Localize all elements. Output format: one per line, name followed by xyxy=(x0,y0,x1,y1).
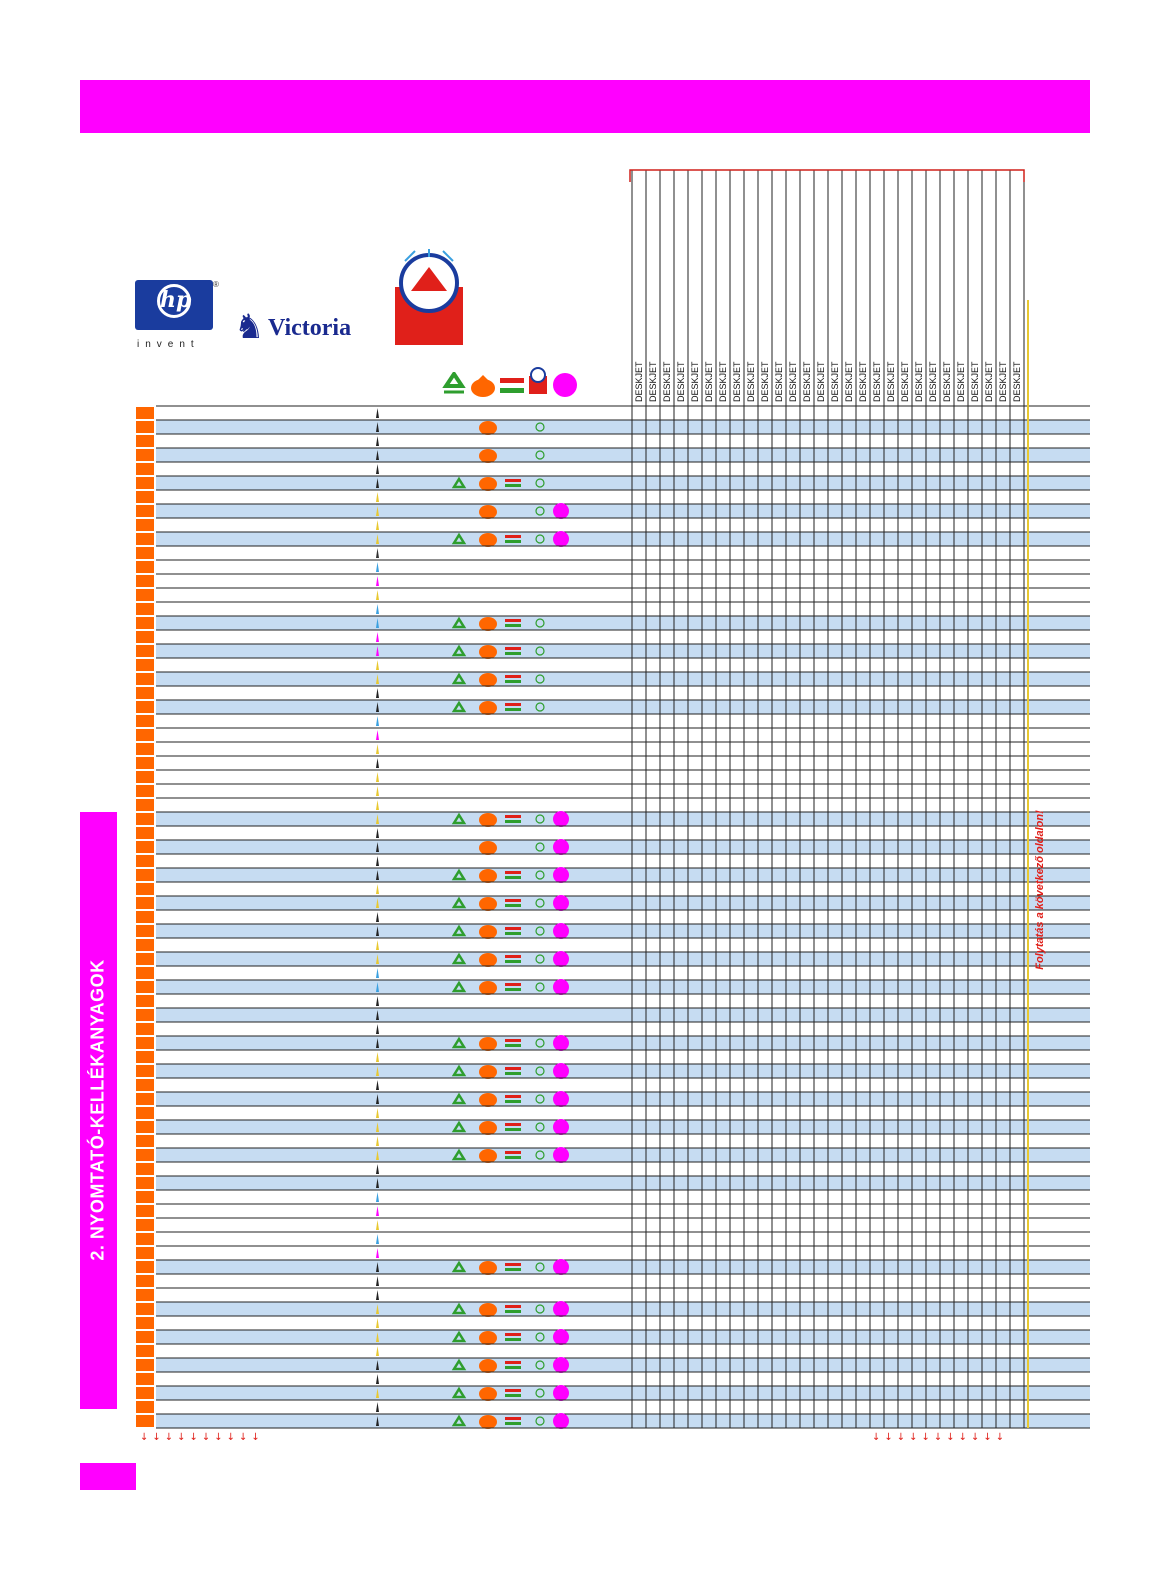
table-row-shade xyxy=(156,644,1090,658)
row-marker xyxy=(136,1233,154,1245)
magenta-dot-icon xyxy=(553,503,569,519)
orange-bag-icon xyxy=(479,505,497,519)
row-marker xyxy=(136,435,154,447)
table-row-shade xyxy=(156,1148,1090,1162)
orange-bag-icon xyxy=(479,1261,497,1275)
continued-note: Folytatás a következő oldalon! xyxy=(1034,810,1046,970)
column-label: DESKJET xyxy=(830,361,840,402)
column-label: DESKJET xyxy=(718,361,728,402)
flag-stripe-green xyxy=(505,1366,521,1369)
table-row-shade xyxy=(156,1302,1090,1316)
table-row-shade xyxy=(156,952,1090,966)
arrows-right: ↓↓↓↓↓↓↓↓↓↓↓ xyxy=(872,1432,1009,1443)
row-marker xyxy=(136,1135,154,1147)
ink-drop-icon xyxy=(376,1234,379,1244)
flag-stripe-green xyxy=(505,484,521,487)
horse-icon: ♞ xyxy=(234,307,265,347)
magenta-dot-icon xyxy=(553,979,569,995)
ink-drop-icon xyxy=(376,1290,379,1300)
hp-registered-mark: ® xyxy=(213,280,219,289)
ink-drop-icon xyxy=(376,800,379,810)
row-marker xyxy=(136,1289,154,1301)
ink-drop-icon xyxy=(376,730,379,740)
row-marker xyxy=(136,631,154,643)
orange-bag-icon xyxy=(479,1093,497,1107)
flag-stripe-green xyxy=(505,1268,521,1271)
orange-bag-icon xyxy=(479,477,497,491)
row-marker xyxy=(136,1093,154,1105)
row-marker xyxy=(136,449,154,461)
flag-stripe-red xyxy=(505,1333,521,1336)
victoria-logo-text: Victoria xyxy=(268,315,352,341)
orange-bag-icon xyxy=(479,925,497,939)
flag-stripe-green xyxy=(505,1422,521,1425)
row-marker xyxy=(136,827,154,839)
column-label: DESKJET xyxy=(942,361,952,402)
ink-drop-icon xyxy=(376,744,379,754)
flag-stripe-red xyxy=(505,703,521,706)
flag-stripe-red xyxy=(505,619,521,622)
magenta-dot-icon xyxy=(553,839,569,855)
row-marker xyxy=(136,995,154,1007)
column-label: DESKJET xyxy=(746,361,756,402)
row-marker xyxy=(136,1107,154,1119)
ink-drop-icon xyxy=(376,1080,379,1090)
orange-bag-icon xyxy=(479,1303,497,1317)
orange-bag-icon xyxy=(479,841,497,855)
flag-stripe-red xyxy=(505,1389,521,1392)
row-marker xyxy=(136,1387,154,1399)
magenta-dot-icon xyxy=(553,951,569,967)
flag-stripe-green xyxy=(505,708,521,711)
orange-bag-icon xyxy=(479,617,497,631)
magenta-dot-icon xyxy=(553,1091,569,1107)
flag-stripe-green xyxy=(505,1338,521,1341)
row-marker xyxy=(136,953,154,965)
orange-bag-icon xyxy=(479,897,497,911)
ink-drop-icon xyxy=(376,996,379,1006)
magenta-dot-icon xyxy=(553,1259,569,1275)
ink-drop-icon xyxy=(376,1276,379,1286)
row-marker xyxy=(136,1051,154,1063)
ink-drop-icon xyxy=(376,576,379,586)
ink-drop-icon xyxy=(376,1220,379,1230)
ink-drop-icon xyxy=(376,590,379,600)
row-marker xyxy=(136,561,154,573)
row-marker xyxy=(136,813,154,825)
ink-drop-icon xyxy=(376,856,379,866)
magenta-dot-icon xyxy=(553,1385,569,1401)
magenta-dot-icon xyxy=(553,1063,569,1079)
table-row-shade xyxy=(156,980,1090,994)
ink-drop-icon xyxy=(376,758,379,768)
row-marker xyxy=(136,1331,154,1343)
column-label: DESKJET xyxy=(984,361,994,402)
row-marker xyxy=(136,715,154,727)
column-label: DESKJET xyxy=(788,361,798,402)
ink-drop-icon xyxy=(376,772,379,782)
table-row-shade xyxy=(156,532,1090,546)
row-marker xyxy=(136,477,154,489)
flag-stripe-green xyxy=(505,988,521,991)
column-label: DESKJET xyxy=(858,361,868,402)
ink-drop-icon xyxy=(376,436,379,446)
flag-stripe-green xyxy=(505,1072,521,1075)
flag-stripe-red xyxy=(505,955,521,958)
orange-bag-icon xyxy=(479,869,497,883)
table-row-shade xyxy=(156,504,1090,518)
ink-drop-icon xyxy=(376,562,379,572)
orange-bag-icon xyxy=(479,1065,497,1079)
flag-stripe-green xyxy=(505,1100,521,1103)
column-label: DESKJET xyxy=(676,361,686,402)
flag-stripe-green xyxy=(505,652,521,655)
column-label: DESKJET xyxy=(662,361,672,402)
column-label: DESKJET xyxy=(1012,361,1022,402)
flag-stripe-green xyxy=(505,1394,521,1397)
ink-drop-icon xyxy=(376,1248,379,1258)
flag-stripe-green xyxy=(505,1156,521,1159)
table-row-shade xyxy=(156,1386,1090,1400)
row-marker xyxy=(136,1079,154,1091)
magenta-dot-icon xyxy=(553,923,569,939)
column-label: DESKJET xyxy=(886,361,896,402)
row-marker xyxy=(136,757,154,769)
page-number-tab xyxy=(80,1463,136,1490)
column-label: DESKJET xyxy=(634,361,644,402)
table-row-shade xyxy=(156,1260,1090,1274)
flag-stripe-red xyxy=(505,535,521,538)
flag-stripe-green xyxy=(505,1310,521,1313)
table-row-shade xyxy=(156,1414,1090,1428)
hp-tagline: invent xyxy=(137,339,200,350)
orange-bag-icon xyxy=(479,673,497,687)
row-marker xyxy=(136,925,154,937)
column-label: DESKJET xyxy=(998,361,1008,402)
table-row-shade xyxy=(156,616,1090,630)
arrows-left: ↓↓↓↓↓↓↓↓↓↓ xyxy=(140,1432,264,1443)
table-row-shade xyxy=(156,476,1090,490)
flag-stripe-green xyxy=(505,1128,521,1131)
table-row-shade xyxy=(156,1358,1090,1372)
row-marker xyxy=(136,1303,154,1315)
flag-stripe-red xyxy=(505,1361,521,1364)
magenta-dot-icon xyxy=(553,531,569,547)
row-marker xyxy=(136,673,154,685)
row-marker xyxy=(136,1205,154,1217)
row-marker xyxy=(136,575,154,587)
orange-bag-icon xyxy=(479,1037,497,1051)
table-row-shade xyxy=(156,1176,1090,1190)
ink-drop-icon xyxy=(376,688,379,698)
ink-drop-icon xyxy=(376,492,379,502)
magenta-dot-icon xyxy=(553,1301,569,1317)
row-marker xyxy=(136,799,154,811)
orange-bag-icon xyxy=(479,1415,497,1429)
row-marker xyxy=(136,1415,154,1427)
column-label: DESKJET xyxy=(844,361,854,402)
ink-drop-icon xyxy=(376,1346,379,1356)
row-marker xyxy=(136,1373,154,1385)
row-marker xyxy=(136,1359,154,1371)
row-marker xyxy=(136,911,154,923)
ink-drop-icon xyxy=(376,548,379,558)
ink-drop-icon xyxy=(376,1318,379,1328)
column-label: DESKJET xyxy=(900,361,910,402)
magenta-dot-icon xyxy=(553,867,569,883)
row-marker xyxy=(136,771,154,783)
flag-stripe-green xyxy=(505,904,521,907)
row-marker xyxy=(136,505,154,517)
flag-stripe-green xyxy=(505,960,521,963)
orange-bag-icon xyxy=(479,953,497,967)
row-marker xyxy=(136,407,154,419)
row-marker xyxy=(136,1219,154,1231)
ink-drop-icon xyxy=(376,1052,379,1062)
ink-drop-icon xyxy=(376,1024,379,1034)
ink-drop-icon xyxy=(376,1108,379,1118)
table-row-shade xyxy=(156,1036,1090,1050)
column-label: DESKJET xyxy=(760,361,770,402)
section-title: 2. NYOMTATÓ-KELLÉKANYAGOK xyxy=(87,959,108,1261)
row-marker xyxy=(136,1401,154,1413)
row-marker xyxy=(136,743,154,755)
orange-bag-icon xyxy=(479,645,497,659)
row-marker xyxy=(136,1121,154,1133)
ink-drop-icon xyxy=(376,520,379,530)
magenta-dot-icon xyxy=(553,1413,569,1429)
table-row-shade xyxy=(156,868,1090,882)
row-marker xyxy=(136,491,154,503)
row-marker xyxy=(136,939,154,951)
row-marker xyxy=(136,1191,154,1203)
table-row-shade xyxy=(156,700,1090,714)
flag-stripe-red xyxy=(505,1095,521,1098)
row-marker xyxy=(136,533,154,545)
magenta-dot-icon xyxy=(553,1035,569,1051)
hp-logo-mark: hp xyxy=(157,284,191,318)
flag-stripe-red xyxy=(505,1263,521,1266)
ink-drop-icon xyxy=(376,464,379,474)
column-label: DESKJET xyxy=(648,361,658,402)
flag-stripe-red xyxy=(505,927,521,930)
row-marker xyxy=(136,883,154,895)
orange-bag-icon xyxy=(479,813,497,827)
ink-drop-icon xyxy=(376,716,379,726)
row-marker xyxy=(136,1163,154,1175)
column-label: DESKJET xyxy=(928,361,938,402)
table-row-shade xyxy=(156,448,1090,462)
orange-bag-icon xyxy=(479,701,497,715)
flag-stripe-red xyxy=(505,815,521,818)
flag-stripe-green xyxy=(505,932,521,935)
row-marker xyxy=(136,841,154,853)
flag-stripe-green xyxy=(505,624,521,627)
flag-stripe-red xyxy=(505,983,521,986)
row-marker xyxy=(136,1247,154,1259)
column-label: DESKJET xyxy=(816,361,826,402)
ink-drop-icon xyxy=(376,912,379,922)
ink-drop-icon xyxy=(376,940,379,950)
row-marker xyxy=(136,1065,154,1077)
table-row-shade xyxy=(156,1092,1090,1106)
row-marker xyxy=(136,729,154,741)
row-marker xyxy=(136,1317,154,1329)
ink-drop-icon xyxy=(376,408,379,418)
ink-drop-icon xyxy=(376,1136,379,1146)
ink-drop-icon xyxy=(376,632,379,642)
ink-drop-icon xyxy=(376,884,379,894)
row-marker xyxy=(136,1009,154,1021)
row-marker xyxy=(136,1177,154,1189)
flag-stripe-red xyxy=(505,1039,521,1042)
ink-drop-icon xyxy=(376,828,379,838)
magenta-dot-icon xyxy=(553,1119,569,1135)
ink-drop-icon xyxy=(376,1402,379,1412)
table-row-shade xyxy=(156,672,1090,686)
row-marker xyxy=(136,603,154,615)
flag-stripe-green xyxy=(505,1044,521,1047)
flag-stripe-red xyxy=(505,1067,521,1070)
ink-drop-icon xyxy=(376,1206,379,1216)
row-marker xyxy=(136,519,154,531)
orange-bag-icon xyxy=(479,1359,497,1373)
header-bracket xyxy=(630,170,1024,182)
table-row-shade xyxy=(156,812,1090,826)
row-marker xyxy=(136,785,154,797)
column-label: DESKJET xyxy=(956,361,966,402)
row-marker xyxy=(136,1261,154,1273)
flag-stripe-green xyxy=(505,876,521,879)
row-marker xyxy=(136,1023,154,1035)
row-marker xyxy=(136,687,154,699)
orange-bag-icon xyxy=(479,449,497,463)
column-label: DESKJET xyxy=(970,361,980,402)
magenta-dot-icon xyxy=(553,1357,569,1373)
flag-stripe-red xyxy=(505,1417,521,1420)
column-label: DESKJET xyxy=(704,361,714,402)
flag-stripe-red xyxy=(505,479,521,482)
orange-bag-icon xyxy=(479,533,497,547)
ink-drop-icon xyxy=(376,660,379,670)
column-label: DESKJET xyxy=(914,361,924,402)
row-marker xyxy=(136,463,154,475)
orange-bag-icon xyxy=(479,1121,497,1135)
table-row-shade xyxy=(156,840,1090,854)
flag-stripe-green xyxy=(505,680,521,683)
ink-drop-icon xyxy=(376,604,379,614)
row-marker xyxy=(136,547,154,559)
orange-bag-icon xyxy=(479,1387,497,1401)
row-marker xyxy=(136,897,154,909)
flag-stripe-red xyxy=(505,647,521,650)
column-label: DESKJET xyxy=(802,361,812,402)
row-marker xyxy=(136,1345,154,1357)
magenta-dot-icon xyxy=(553,895,569,911)
row-marker xyxy=(136,869,154,881)
orange-bag-icon xyxy=(479,1149,497,1163)
row-marker xyxy=(136,1037,154,1049)
flag-stripe-green xyxy=(505,540,521,543)
table-row-shade xyxy=(156,1008,1090,1022)
row-marker xyxy=(136,967,154,979)
magenta-dot-icon xyxy=(553,1147,569,1163)
ink-drop-icon xyxy=(376,1374,379,1384)
orange-bag-icon xyxy=(479,421,497,435)
table-row-shade xyxy=(156,1330,1090,1344)
ink-drop-icon xyxy=(376,1192,379,1202)
row-marker xyxy=(136,1275,154,1287)
flag-stripe-red xyxy=(505,871,521,874)
column-label: DESKJET xyxy=(690,361,700,402)
flag-stripe-red xyxy=(505,1151,521,1154)
table-row-shade xyxy=(156,896,1090,910)
table-row-shade xyxy=(156,924,1090,938)
orange-bag-icon xyxy=(479,981,497,995)
row-marker xyxy=(136,855,154,867)
flag-stripe-red xyxy=(505,1123,521,1126)
row-marker xyxy=(136,701,154,713)
column-label: DESKJET xyxy=(872,361,882,402)
flag-stripe-red xyxy=(505,899,521,902)
row-marker xyxy=(136,589,154,601)
row-marker xyxy=(136,421,154,433)
table-row-shade xyxy=(156,420,1090,434)
column-label: DESKJET xyxy=(732,361,742,402)
flag-stripe-green xyxy=(505,820,521,823)
row-marker xyxy=(136,659,154,671)
row-marker xyxy=(136,617,154,629)
magenta-dot-icon xyxy=(553,811,569,827)
flag-stripe-red xyxy=(505,1305,521,1308)
ink-drop-icon xyxy=(376,786,379,796)
table-row-shade xyxy=(156,1120,1090,1134)
flag-stripe-red xyxy=(505,675,521,678)
row-marker xyxy=(136,981,154,993)
column-label: DESKJET xyxy=(774,361,784,402)
ink-drop-icon xyxy=(376,968,379,978)
row-marker xyxy=(136,645,154,657)
table-row-shade xyxy=(156,1064,1090,1078)
magenta-dot-icon xyxy=(553,1329,569,1345)
row-marker xyxy=(136,1149,154,1161)
orange-bag-icon xyxy=(479,1331,497,1345)
ink-drop-icon xyxy=(376,1164,379,1174)
